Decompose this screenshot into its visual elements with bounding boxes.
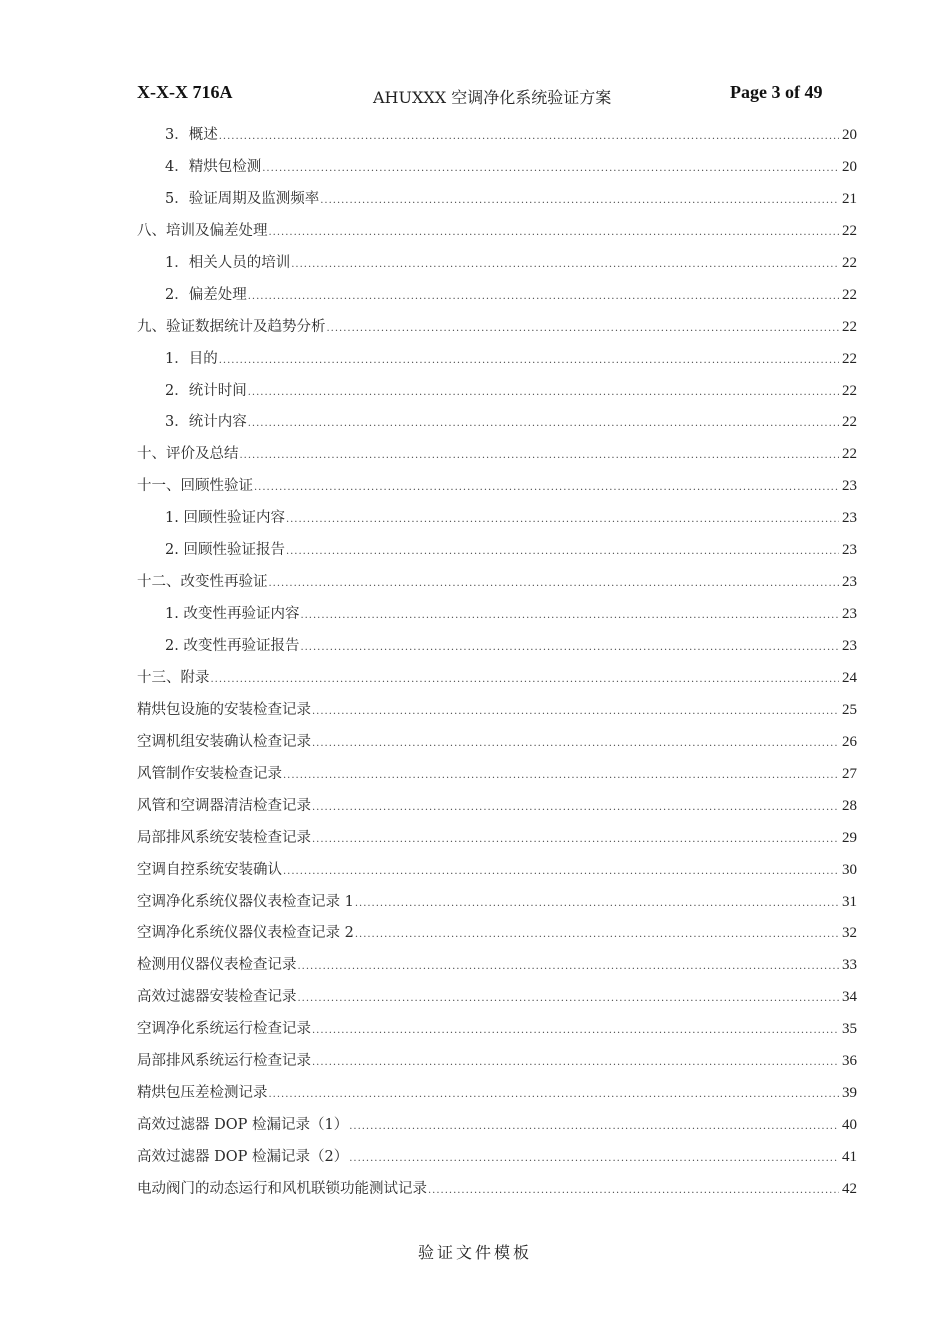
toc-dot-leader	[248, 408, 839, 440]
toc-entry-label: 2. 改变性再验证报告	[165, 638, 300, 654]
toc-entry-label: 5．验证周期及监测频率	[165, 190, 320, 207]
toc-entry-label: 风管和空调器清洁检查记录	[137, 797, 311, 814]
toc-entry-label: 2．统计时间	[165, 382, 247, 399]
toc-entry[interactable]	[137, 471, 857, 503]
toc-entry[interactable]	[137, 152, 857, 184]
toc-entry-page: 30	[842, 861, 857, 878]
toc-entry-page: 23	[842, 606, 857, 623]
toc-entry-page: 23	[842, 478, 857, 495]
toc-entry-page: 22	[842, 286, 857, 303]
toc-entry-page: 32	[842, 925, 857, 942]
toc-dot-leader	[219, 121, 839, 153]
toc-entry-page: 29	[842, 829, 857, 846]
toc-dot-leader	[312, 792, 839, 824]
toc-entry[interactable]	[137, 759, 857, 791]
toc-dot-leader	[283, 856, 839, 888]
toc-dot-leader	[349, 1111, 839, 1143]
toc-dot-leader	[269, 568, 840, 600]
toc-entry-label: 局部排风系统安装检查记录	[137, 829, 311, 846]
toc-entry-page: 20	[842, 158, 857, 175]
toc-entry-page: 25	[842, 701, 857, 718]
toc-entry[interactable]	[137, 376, 857, 408]
toc-entry-label: 精烘包压差检测记录	[137, 1085, 268, 1102]
toc-entry-page: 24	[842, 669, 857, 686]
toc-entry-label: 空调机组安装确认检查记录	[137, 733, 311, 750]
toc-entry-label: 3．统计内容	[165, 414, 247, 431]
toc-dot-leader	[349, 1143, 839, 1175]
toc-entry-label: 4．精烘包检测	[165, 158, 262, 175]
toc-dot-leader	[327, 313, 840, 345]
toc-entry-label: 电动阀门的动态运行和风机联锁功能测试记录	[137, 1180, 427, 1197]
toc-entry[interactable]	[137, 312, 857, 344]
toc-entry-label: 八、培训及偏差处理	[137, 222, 268, 239]
page-number: Page 3 of 49	[730, 82, 823, 102]
toc-dot-leader	[248, 377, 839, 409]
toc-entry-label: 1．目的	[165, 350, 218, 367]
toc-entry-label: 3．概述	[165, 127, 218, 143]
toc-dot-leader	[240, 440, 840, 472]
toc-entry-label: 高效过滤器 DOP 检漏记录（1）	[137, 1117, 349, 1134]
toc-entry-page: 22	[842, 350, 857, 367]
toc-dot-leader	[298, 983, 840, 1015]
toc-entry-page: 39	[842, 1085, 857, 1102]
toc-entry-label: 局部排风系统运行检查记录	[137, 1053, 311, 1070]
toc-entry[interactable]	[137, 791, 857, 823]
toc-entry-label: 精烘包设施的安装检查记录	[137, 701, 311, 718]
toc-entry-page: 23	[842, 638, 857, 654]
toc-entry-label: 空调自控系统安装确认	[137, 861, 282, 878]
toc-entry[interactable]	[137, 344, 857, 376]
toc-entry-page: 21	[842, 190, 857, 207]
toc-dot-leader	[286, 536, 839, 568]
toc-entry[interactable]	[137, 1110, 857, 1142]
toc-dot-leader	[283, 760, 839, 792]
toc-entry[interactable]	[137, 1142, 857, 1174]
toc-entry-label: 1．相关人员的培训	[165, 254, 291, 271]
toc-dot-leader	[355, 888, 839, 920]
toc-entry-page: 23	[842, 574, 857, 591]
toc-entry[interactable]	[137, 248, 857, 280]
toc-dot-leader	[248, 281, 839, 313]
toc-entry-page: 22	[842, 446, 857, 463]
toc-entry-page: 22	[842, 254, 857, 271]
toc-entry-label: 十一、回顾性验证	[137, 478, 253, 495]
toc-entry[interactable]	[137, 982, 857, 1014]
toc-entry-page: 31	[842, 893, 857, 910]
toc-dot-leader	[312, 1047, 839, 1079]
toc-dot-leader	[291, 249, 839, 281]
toc-entry-label: 十三、附录	[137, 669, 210, 686]
toc-dot-leader	[269, 1079, 840, 1111]
toc-dot-leader	[428, 1175, 839, 1207]
toc-entry[interactable]	[137, 695, 857, 727]
toc-entry[interactable]	[137, 1014, 857, 1046]
toc-entry[interactable]	[137, 855, 857, 887]
toc-dot-leader	[269, 217, 840, 249]
toc-entry[interactable]	[137, 663, 857, 695]
toc-dot-leader	[312, 696, 839, 728]
toc-entry[interactable]	[137, 823, 857, 855]
toc-dot-leader	[211, 664, 840, 696]
toc-dot-leader	[286, 504, 839, 536]
toc-entry-page: 36	[842, 1053, 857, 1070]
page-header	[0, 0, 950, 110]
toc-entry-label: 1. 改变性再验证内容	[165, 606, 300, 623]
toc-entry-label: 九、验证数据统计及趋势分析	[137, 318, 326, 335]
toc-entry-page: 33	[842, 957, 857, 974]
toc-entry[interactable]	[137, 950, 857, 982]
toc-entry-label: 高效过滤器 DOP 检漏记录（2）	[137, 1149, 349, 1165]
toc-entry[interactable]	[137, 280, 857, 312]
toc-dot-leader	[298, 951, 840, 983]
toc-entry[interactable]	[137, 631, 857, 663]
toc-entry-page: 22	[842, 318, 857, 335]
toc-entry[interactable]	[137, 727, 857, 759]
toc-entry-label: 十二、改变性再验证	[137, 574, 268, 591]
toc-entry[interactable]	[137, 599, 857, 631]
toc-entry-page: 35	[842, 1021, 857, 1038]
toc-entry-page: 23	[842, 542, 857, 559]
toc-entry-page: 41	[842, 1149, 857, 1165]
toc-dot-leader	[355, 919, 839, 951]
toc-dot-leader	[320, 185, 839, 217]
toc-entry[interactable]	[137, 503, 857, 535]
toc-entry[interactable]	[137, 1078, 857, 1110]
toc-entry-page: 22	[842, 222, 857, 239]
toc-dot-leader	[312, 1015, 839, 1047]
toc-entry-label: 2. 回顾性验证报告	[165, 542, 285, 559]
toc-entry-label: 检测用仪器仪表检查记录	[137, 957, 297, 974]
toc-entry-label: 空调净化系统运行检查记录	[137, 1021, 311, 1038]
toc-entry[interactable]	[137, 887, 857, 919]
toc-dot-leader	[312, 728, 839, 760]
page-footer: 验证文件模板	[417, 1243, 532, 1262]
toc-entry-page: 27	[842, 765, 857, 782]
toc-entry-label: 1. 回顾性验证内容	[165, 510, 285, 527]
toc-entry[interactable]	[137, 407, 857, 439]
toc-entry[interactable]	[137, 535, 857, 567]
toc-entry-label: 空调净化系统仪器仪表检查记录 1	[137, 893, 354, 910]
table-of-contents	[137, 120, 857, 1206]
toc-entry-page: 22	[842, 414, 857, 431]
toc-entry-label: 十、评价及总结	[137, 446, 239, 463]
document-title: AHUXXX 空调净化系统验证方案	[373, 88, 612, 107]
document-code: X-X-X 716A	[137, 82, 233, 102]
toc-dot-leader	[254, 472, 839, 504]
toc-entry[interactable]	[137, 120, 857, 152]
toc-entry-page: 40	[842, 1117, 857, 1134]
toc-entry[interactable]	[137, 567, 857, 599]
toc-entry-label: 风管制作安装检查记录	[137, 765, 282, 782]
toc-entry[interactable]	[137, 1174, 857, 1206]
toc-entry[interactable]	[137, 1046, 857, 1078]
toc-entry[interactable]	[137, 184, 857, 216]
toc-entry-label: 2．偏差处理	[165, 286, 247, 303]
toc-dot-leader	[219, 345, 839, 377]
toc-entry-label: 空调净化系统仪器仪表检查记录 2	[137, 925, 354, 942]
toc-entry-page: 34	[842, 989, 857, 1006]
toc-entry-page: 26	[842, 733, 857, 750]
toc-entry-page: 42	[842, 1180, 857, 1197]
toc-entry-page: 22	[842, 382, 857, 399]
toc-dot-leader	[262, 153, 839, 185]
toc-entry-page: 20	[842, 127, 857, 143]
toc-entry[interactable]	[137, 918, 857, 950]
toc-entry-label: 高效过滤器安装检查记录	[137, 989, 297, 1006]
toc-dot-leader	[312, 824, 839, 856]
toc-entry[interactable]	[137, 216, 857, 248]
toc-dot-leader	[300, 600, 839, 632]
toc-entry[interactable]	[137, 439, 857, 471]
toc-entry-page: 28	[842, 797, 857, 814]
toc-entry-page: 23	[842, 510, 857, 527]
toc-dot-leader	[300, 632, 839, 664]
